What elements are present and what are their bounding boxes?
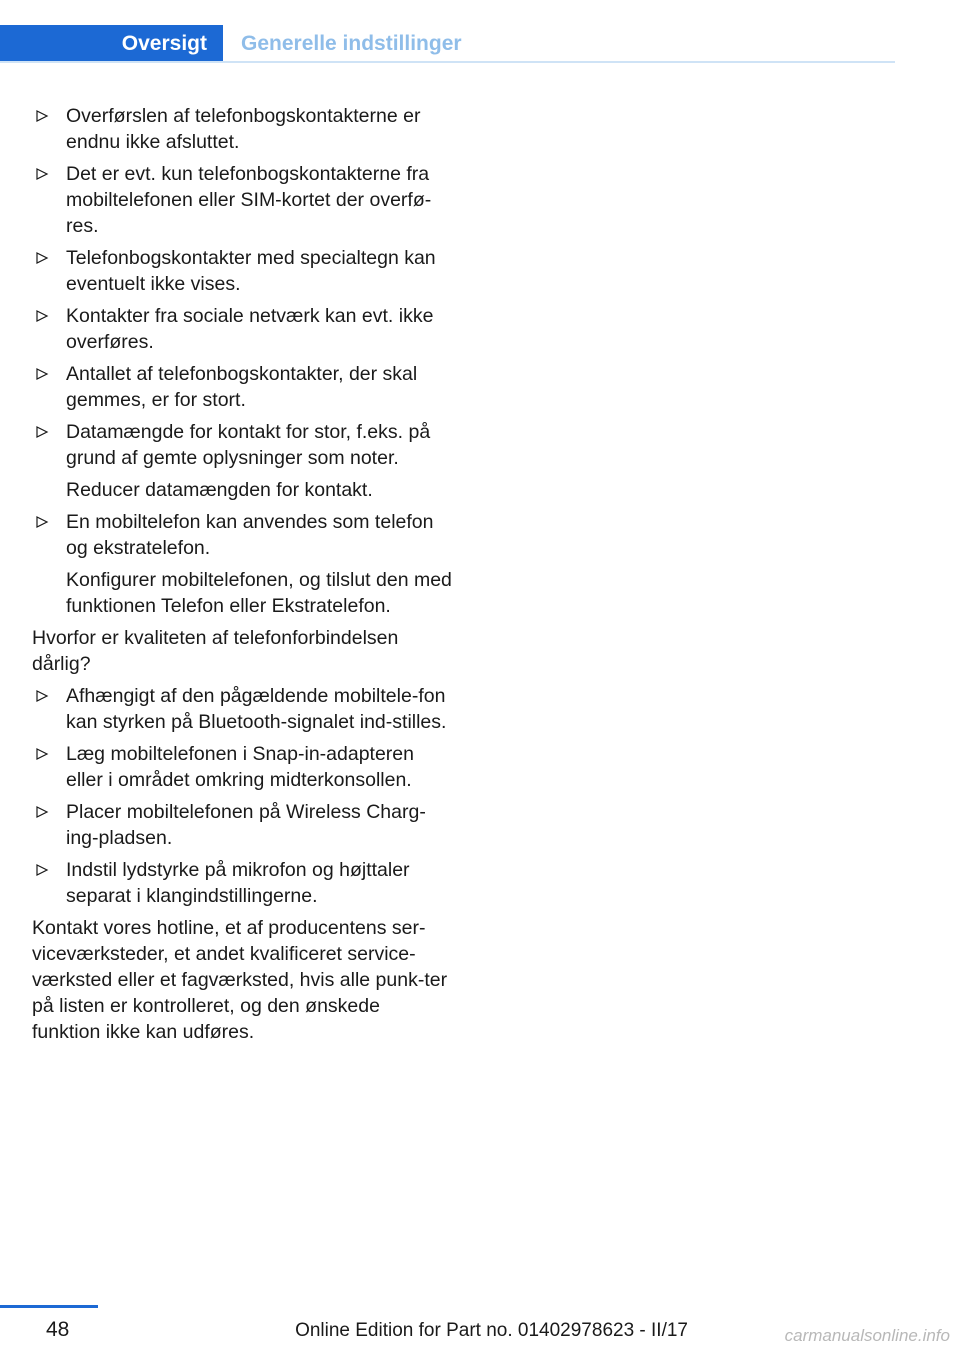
tab-generelle-indstillinger[interactable]: Generelle indstillinger xyxy=(241,32,462,55)
list-item-text: Overførslen af telefonbogskontakterne er endnu ikke afsluttet. xyxy=(66,105,421,153)
list-item-text: En mobiltelefon kan anvendes som telefon og ekstratelefon. xyxy=(66,511,434,559)
closing-paragraph: Kontakt vores hotline, et af producentens ser-viceværksteder, et andet kvalificeret service-værksted eller et fagværksted, hvis alle punk-ter på listen er kontrolleret, og den ønskede funktion ikke kan udføres. xyxy=(32,917,448,1043)
list-item xyxy=(32,103,452,155)
main-content xyxy=(32,103,452,1051)
triangle-right-icon xyxy=(35,689,49,703)
list-item xyxy=(32,361,452,413)
list-item xyxy=(32,683,452,735)
list-item xyxy=(32,161,452,239)
list-item-text: Læg mobiltelefonen i Snap-in-adapteren eller i området omkring midterkonsollen. xyxy=(66,743,414,791)
list-item xyxy=(32,741,452,793)
page-header xyxy=(0,25,895,63)
list-item-text: Afhængigt af den pågældende mobiltele-fon kan styrken på Bluetooth-signalet ind-stilles. xyxy=(66,685,447,733)
list-item-text: Kontakter fra sociale netværk kan evt. ikke overføres. xyxy=(66,305,434,353)
triangle-right-icon xyxy=(35,109,49,123)
triangle-right-icon xyxy=(35,309,49,323)
list-item-text: Placer mobiltelefonen på Wireless Charg-ing-pladsen. xyxy=(66,801,426,849)
list-item-text: Indstil lydstyrke på mikrofon og højttaler separat i klangindstillingerne. xyxy=(66,859,410,907)
triangle-right-icon xyxy=(35,167,49,181)
list-item xyxy=(32,799,452,851)
triangle-right-icon xyxy=(35,863,49,877)
list-item xyxy=(32,509,452,561)
tab-oversigt[interactable]: Oversigt xyxy=(0,25,223,63)
list-item xyxy=(32,857,452,909)
list-item-text: Telefonbogskontakter med specialtegn kan eventuelt ikke vises. xyxy=(66,247,436,295)
triangle-right-icon xyxy=(35,367,49,381)
triangle-right-icon xyxy=(35,251,49,265)
page-number: 48 xyxy=(46,1318,70,1341)
question-text: Hvorfor er kvaliteten af telefonforbindelsen dårlig? xyxy=(32,627,399,675)
list-item-note: Konfigurer mobiltelefonen, og tilslut den med funktionen Telefon eller Ekstratelefon. xyxy=(66,569,452,617)
list-item-text: Datamængde for kontakt for stor, f.eks. på grund af gemte oplysninger som noter. xyxy=(66,421,431,469)
edition-text: Online Edition for Part no. 01402978623 - II/17 xyxy=(295,1320,688,1341)
list-item-note: Reducer datamængden for kontakt. xyxy=(66,479,373,501)
header-rule xyxy=(0,61,895,63)
list-item xyxy=(32,419,452,471)
list-item xyxy=(32,245,452,297)
list-item-text: Det er evt. kun telefonbogskontakterne fra mobiltelefonen eller SIM-kortet der overfø-res. xyxy=(66,163,432,237)
list-item-text: Antallet af telefonbogskontakter, der skal gemmes, er for stort. xyxy=(66,363,418,411)
triangle-right-icon xyxy=(35,805,49,819)
list-item xyxy=(32,303,452,355)
footer-rule xyxy=(0,1305,98,1308)
triangle-right-icon xyxy=(35,515,49,529)
triangle-right-icon xyxy=(35,425,49,439)
triangle-right-icon xyxy=(35,747,49,761)
watermark: carmanualsonline.info xyxy=(784,1326,950,1345)
